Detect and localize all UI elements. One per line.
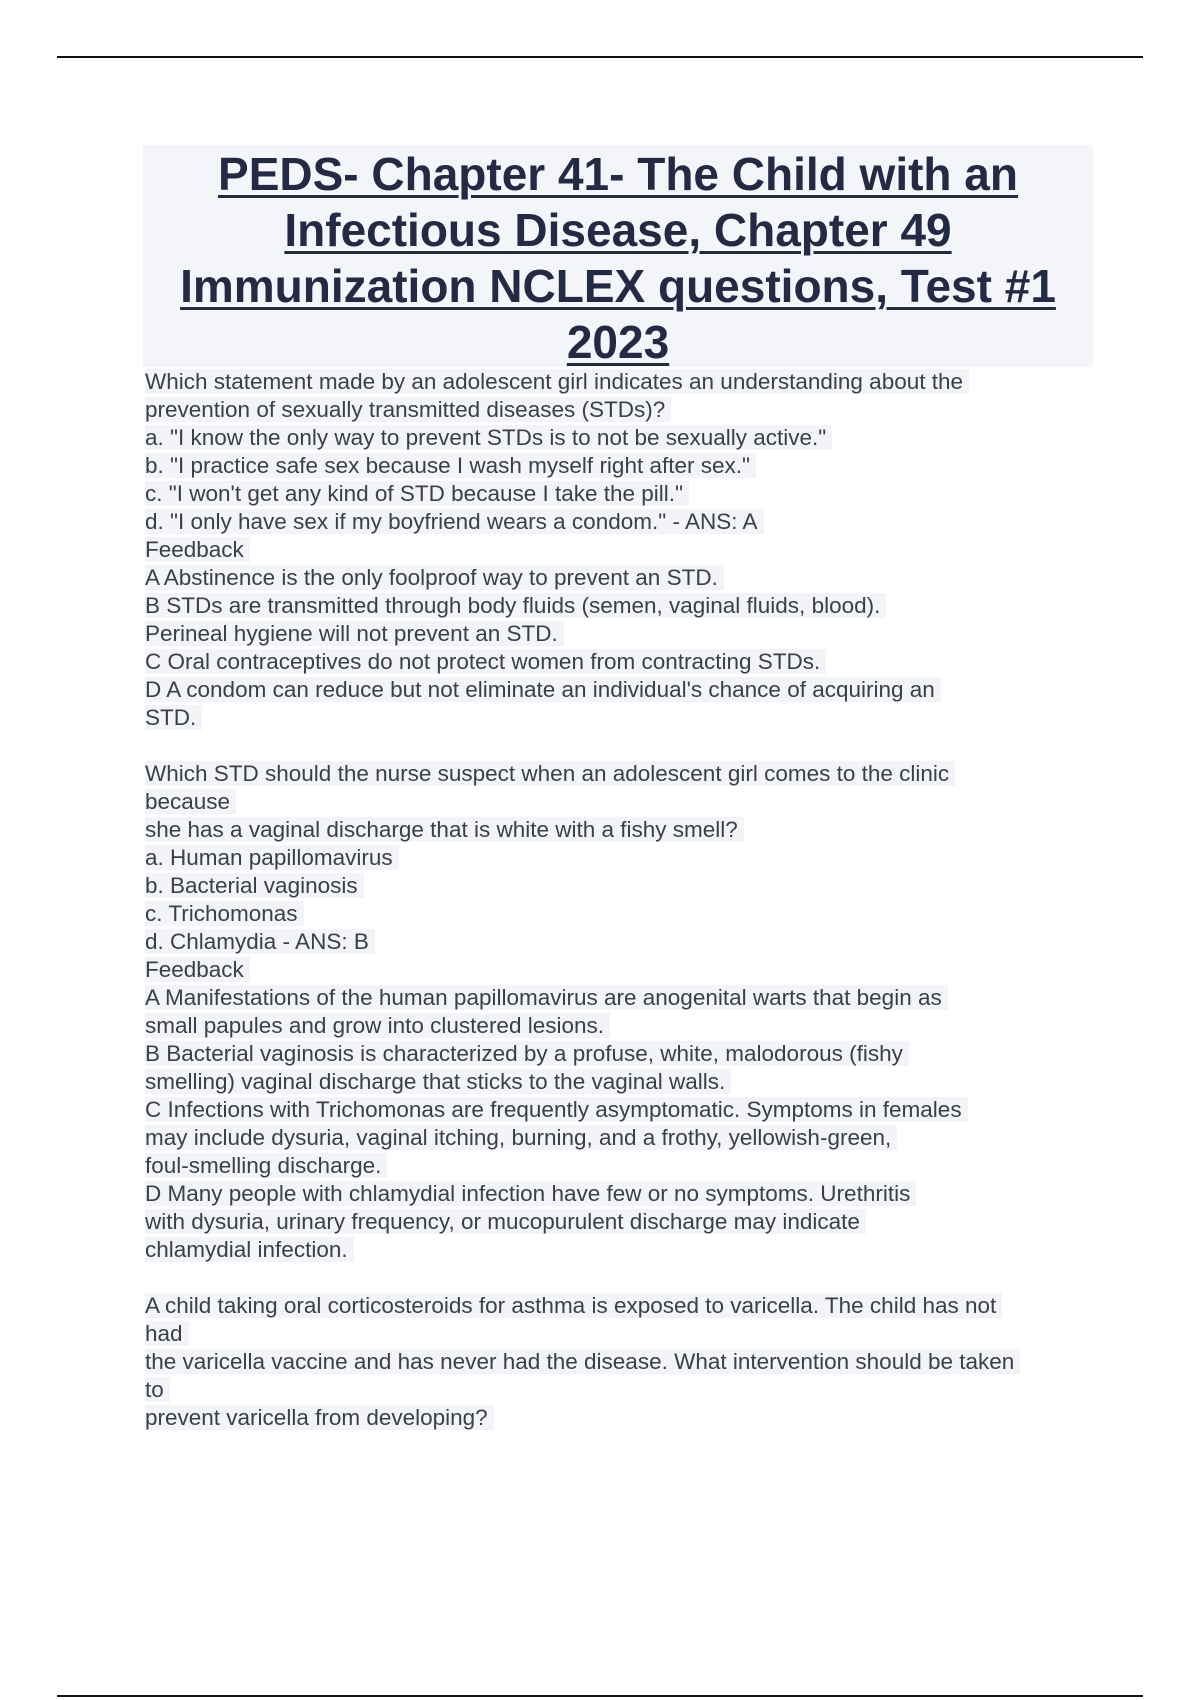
text-line: small papules and grow into clustered lesions. xyxy=(145,1012,1095,1040)
text-line: Perineal hygiene will not prevent an STD. xyxy=(145,620,1095,648)
title-line: Infectious Disease, Chapter 49 xyxy=(284,204,952,256)
text-line: the varicella vaccine and has never had the disease. What intervention should be taken xyxy=(145,1348,1095,1376)
text-line: Feedback xyxy=(145,956,1095,984)
text-line: A child taking oral corticosteroids for asthma is exposed to varicella. The child has not xyxy=(145,1292,1095,1320)
text-line: B Bacterial vaginosis is characterized by a profuse, white, malodorous (fishy xyxy=(145,1040,1095,1068)
text-line: foul-smelling discharge. xyxy=(145,1152,1095,1180)
text-line: c. "I won't get any kind of STD because I take the pill." xyxy=(145,480,1095,508)
title-line: Immunization NCLEX questions, Test #1 xyxy=(180,260,1056,312)
text-line: a. "I know the only way to prevent STDs is to not be sexually active." xyxy=(145,424,1095,452)
text-line: STD. xyxy=(145,704,1095,732)
question-1 xyxy=(145,368,1095,732)
top-rule xyxy=(57,56,1143,58)
text-line: C Infections with Trichomonas are frequently asymptomatic. Symptoms in females xyxy=(145,1096,1095,1124)
text-line: to xyxy=(145,1376,1095,1404)
text-line: Which STD should the nurse suspect when an adolescent girl comes to the clinic xyxy=(145,760,1095,788)
text-line: d. Chlamydia - ANS: B xyxy=(145,928,1095,956)
text-line: may include dysuria, vaginal itching, burning, and a frothy, yellowish-green, xyxy=(145,1124,1095,1152)
question-2 xyxy=(145,760,1095,1264)
question-3 xyxy=(145,1292,1095,1432)
text-line: b. "I practice safe sex because I wash myself right after sex." xyxy=(145,452,1095,480)
document-body xyxy=(145,368,1095,1432)
text-line: c. Trichomonas xyxy=(145,900,1095,928)
text-line: Which statement made by an adolescent girl indicates an understanding about the xyxy=(145,368,1095,396)
text-line: chlamydial infection. xyxy=(145,1236,1095,1264)
text-line: b. Bacterial vaginosis xyxy=(145,872,1095,900)
title-line: PEDS- Chapter 41- The Child with an xyxy=(218,148,1018,200)
text-line: prevention of sexually transmitted diseases (STDs)? xyxy=(145,396,1095,424)
text-line: A Abstinence is the only foolproof way to prevent an STD. xyxy=(145,564,1095,592)
text-line: a. Human papillomavirus xyxy=(145,844,1095,872)
text-line: D Many people with chlamydial infection have few or no symptoms. Urethritis xyxy=(145,1180,1095,1208)
text-line: D A condom can reduce but not eliminate an individual's chance of acquiring an xyxy=(145,676,1095,704)
bottom-rule xyxy=(57,1695,1143,1697)
text-line: because xyxy=(145,788,1095,816)
text-line: smelling) vaginal discharge that sticks to the vaginal walls. xyxy=(145,1068,1095,1096)
text-line: B STDs are transmitted through body fluids (semen, vaginal fluids, blood). xyxy=(145,592,1095,620)
text-line: d. "I only have sex if my boyfriend wears a condom." - ANS: A xyxy=(145,508,1095,536)
text-line: had xyxy=(145,1320,1095,1348)
text-line: Feedback xyxy=(145,536,1095,564)
text-line: A Manifestations of the human papillomavirus are anogenital warts that begin as xyxy=(145,984,1095,1012)
paragraph-gap xyxy=(145,1264,1095,1292)
paragraph-gap xyxy=(145,732,1095,760)
text-line: with dysuria, urinary frequency, or mucopurulent discharge may indicate xyxy=(145,1208,1095,1236)
document-title xyxy=(143,146,1093,370)
text-line: C Oral contraceptives do not protect women from contracting STDs. xyxy=(145,648,1095,676)
text-line: she has a vaginal discharge that is white with a fishy smell? xyxy=(145,816,1095,844)
text-line: prevent varicella from developing? xyxy=(145,1404,1095,1432)
title-line: 2023 xyxy=(566,316,670,368)
